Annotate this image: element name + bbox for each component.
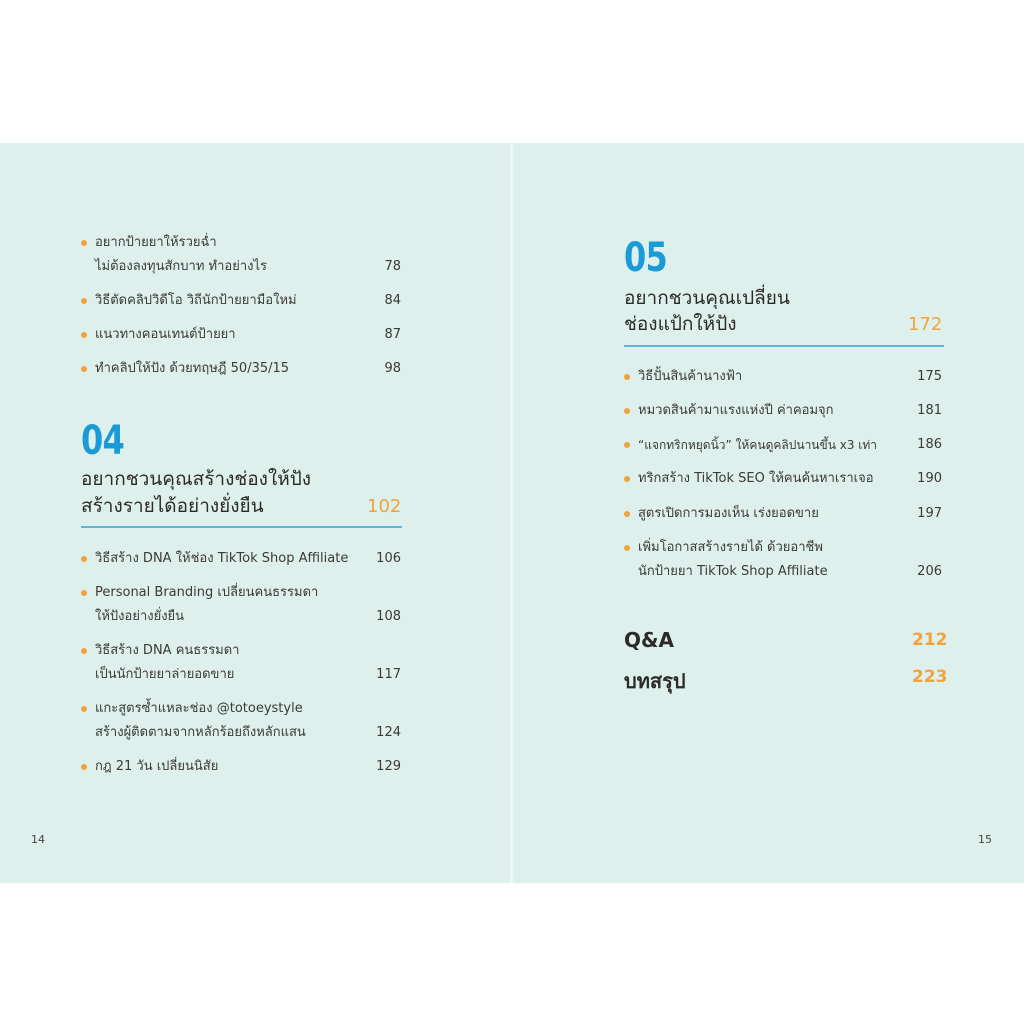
bullet-icon (81, 332, 87, 338)
bullet-icon (624, 545, 630, 551)
entry-page: 124 (376, 725, 401, 740)
toc-entry (624, 365, 942, 389)
entry-title: หมวดสินค้ามาแรงแห่งปี ค่าคอมจุก (638, 403, 834, 418)
chapter-title-line2: สร้างรายได้อย่างยั่งยืน (81, 495, 264, 517)
qa-label: Q&A (624, 628, 674, 652)
entry-title: “แจกทริกหยุดนิ้ว” ให้คนดูคลิปนานขึ้น x3 เท่า (638, 438, 878, 452)
chapter-title-line1: อยากชวนคุณสร้างช่องให้ปัง (81, 468, 312, 490)
entry-page: 108 (376, 609, 401, 624)
toc-entry (81, 755, 401, 779)
bullet-icon (81, 366, 87, 372)
book-spread (0, 143, 1024, 883)
right-page (513, 143, 1024, 883)
toc-entry (81, 357, 401, 381)
bullet-icon (624, 476, 630, 482)
bullet-icon (81, 648, 87, 654)
chapter-divider (624, 345, 944, 347)
entry-title: อยากป้ายยาให้รวยฉ่ำ (95, 235, 217, 250)
entry-page: 190 (917, 471, 942, 486)
chapter-number: 05 (624, 235, 667, 281)
page-number-right: 15 (978, 833, 992, 846)
entry-title-line2: สร้างผู้ติดตามจากหลักร้อยถึงหลักแสน (95, 725, 306, 740)
toc-entry (624, 467, 942, 491)
entry-title: กฎ 21 วัน เปลี่ยนนิสัย (95, 759, 219, 774)
bullet-icon (81, 764, 87, 770)
toc-entry (624, 536, 942, 584)
entry-title: Personal Branding เปลี่ยนคนธรรมดา (95, 585, 319, 600)
summary-label: บทสรุป (624, 669, 686, 693)
entry-title: วิธีตัดคลิปวิดีโอ วิถีนักป้ายยามือใหม่ (95, 293, 297, 308)
toc-entry (81, 581, 401, 629)
bullet-icon (81, 590, 87, 596)
chapter-page: 172 (908, 314, 943, 335)
entry-page: 206 (917, 564, 942, 579)
entry-title: แนวทางคอนเทนต์ป้ายยา (95, 327, 236, 342)
entry-title: แกะสูตรซ้ำแหละช่อง @totoeystyle (95, 701, 303, 716)
left-page (0, 143, 510, 883)
toc-entry (81, 289, 401, 313)
chapter-number: 04 (81, 418, 124, 464)
toc-entry (624, 502, 942, 526)
entry-title: ทำคลิปให้ปัง ด้วยทฤษฎี 50/35/15 (95, 361, 290, 376)
entry-page: 186 (917, 437, 942, 452)
entry-title-line2: เป็นนักป้ายยาล่ายอดขาย (95, 667, 235, 682)
chapter-page: 102 (367, 496, 402, 517)
toc-entry (624, 433, 942, 457)
entry-page: 197 (917, 506, 942, 521)
toc-entry (81, 323, 401, 347)
entry-page: 181 (917, 403, 942, 418)
entry-page: 84 (384, 293, 401, 308)
qa-page: 212 (912, 630, 948, 650)
toc-entry (81, 231, 401, 279)
toc-entry (81, 697, 401, 745)
summary-page: 223 (912, 667, 948, 687)
entry-page: 175 (917, 369, 942, 384)
page-number-left: 14 (31, 833, 45, 846)
entry-title-line2: ให้ปังอย่างยั่งยืน (95, 609, 185, 624)
bullet-icon (624, 408, 630, 414)
bullet-icon (81, 706, 87, 712)
bullet-icon (624, 374, 630, 380)
bullet-icon (81, 298, 87, 304)
bullet-icon (624, 442, 630, 448)
entry-title: ทริกสร้าง TikTok SEO ให้คนค้นหาเราเจอ (638, 471, 874, 486)
chapter-title-line1: อยากชวนคุณเปลี่ยน (624, 287, 790, 309)
entry-page: 87 (384, 327, 401, 342)
entry-title: วิธีปั้นสินค้านางฟ้า (638, 369, 743, 384)
entry-page: 78 (384, 259, 401, 274)
toc-entry (81, 639, 401, 687)
entry-title: วิธีสร้าง DNA ให้ช่อง TikTok Shop Affiliate (95, 551, 349, 566)
entry-title: เพิ่มโอกาสสร้างรายได้ ด้วยอาชีพ (638, 540, 823, 555)
bullet-icon (624, 511, 630, 517)
entry-title-line2: นักป้ายยา TikTok Shop Affiliate (638, 564, 828, 579)
entry-title: วิธีสร้าง DNA คนธรรมดา (95, 643, 240, 658)
bullet-icon (81, 556, 87, 562)
entry-page: 98 (384, 361, 401, 376)
entry-page: 117 (376, 667, 401, 682)
bullet-icon (81, 240, 87, 246)
chapter-divider (81, 526, 402, 528)
entry-page: 129 (376, 759, 401, 774)
entry-page: 106 (376, 551, 401, 566)
chapter-title-line2: ช่องแป้กให้ปัง (624, 313, 737, 335)
entry-title: สูตรเปิดการมองเห็น เร่งยอดขาย (638, 506, 819, 521)
toc-entry (624, 399, 942, 423)
toc-entry (81, 547, 401, 571)
entry-title-line2: ไม่ต้องลงทุนสักบาท ทำอย่างไร (95, 259, 267, 274)
